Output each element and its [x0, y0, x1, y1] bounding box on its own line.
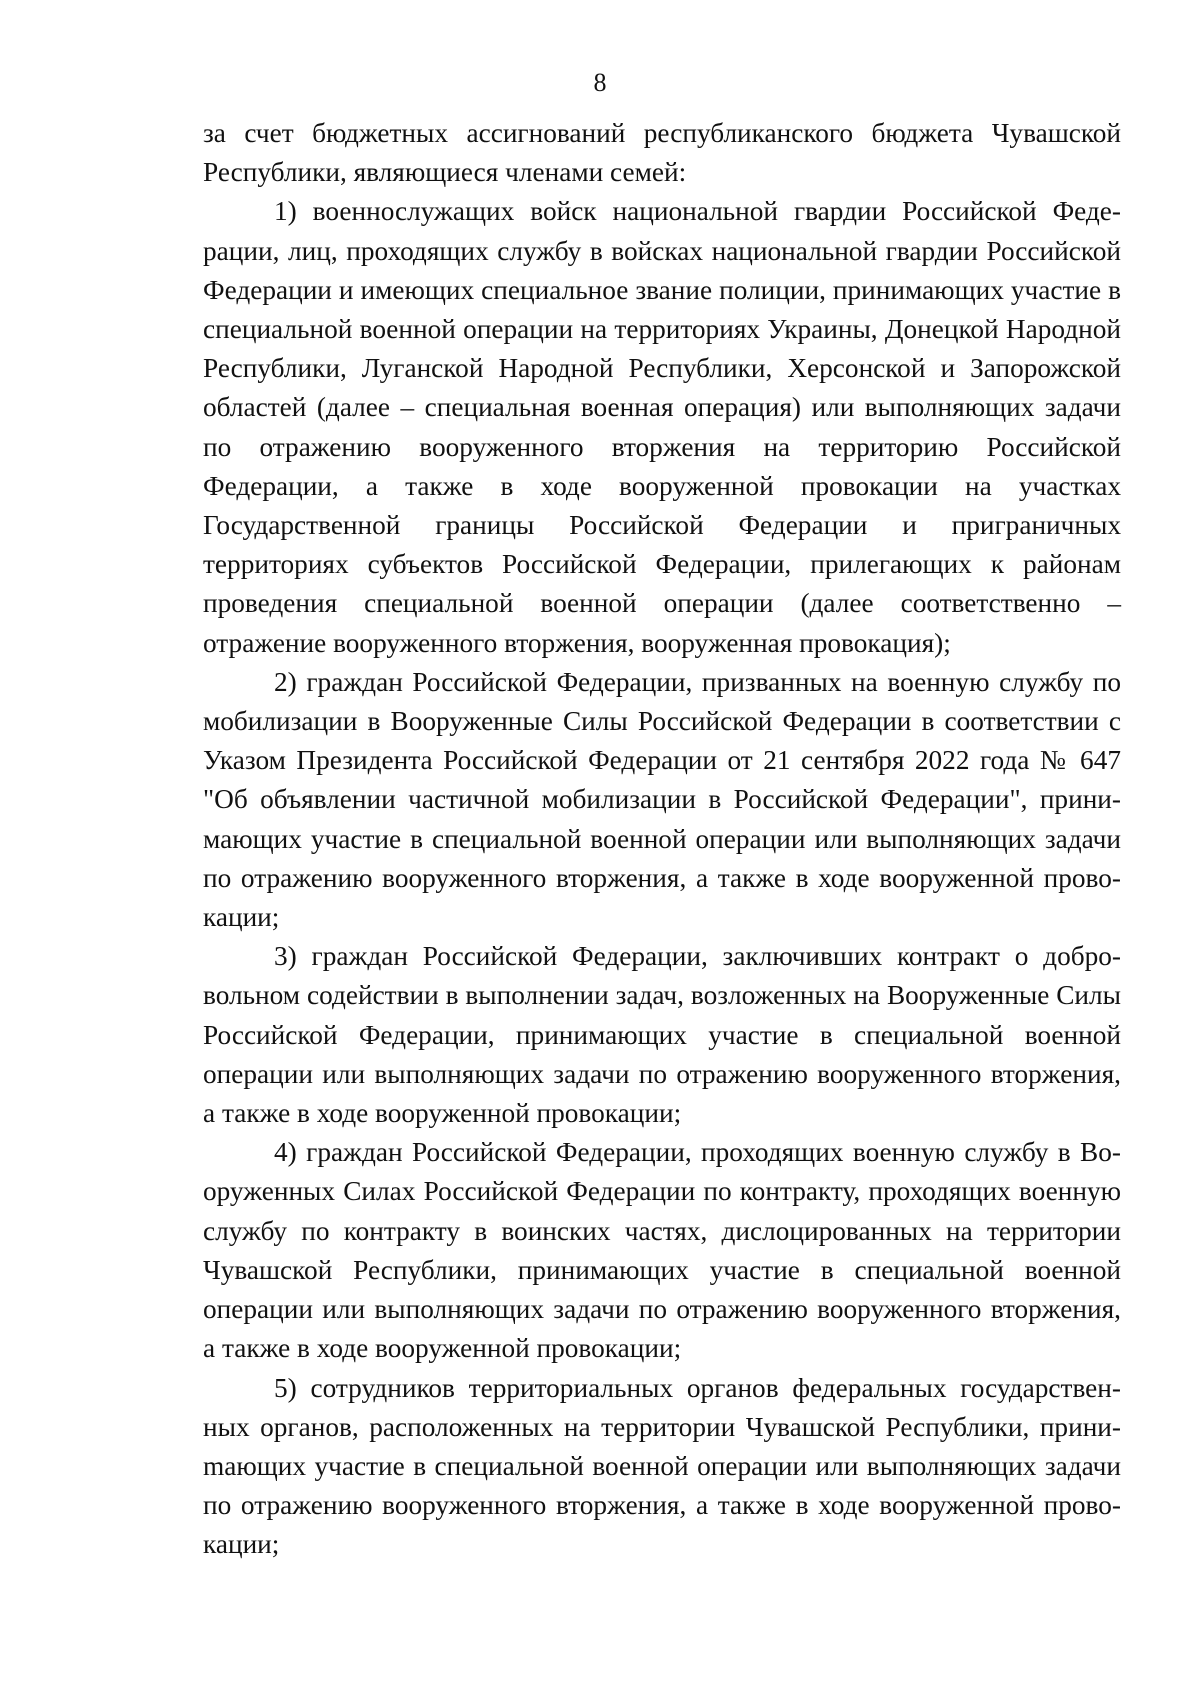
page-number: 8	[593, 68, 607, 97]
document-body	[203, 114, 1121, 1565]
list-item-2: 2) граждан Российской Федерации, призванных на военную службу по мобилизации в Вооруженные Силы Российской Федерации в соответствии с Указом Президента Российской Федерации от 21 сентября 2022 года № 647 "Об объявлении частичной мобилизации в Российской Федерации", принимающих участие в специальной военной операции или выполняющих задачи по отражению вооруженного вторжения, а также в ходе вооруженной провокации;	[203, 666, 1121, 933]
paragraph-intro: за счет бюджетных ассигнований республиканского бюджета Чувашской Республики, являющиеся членами семей:	[203, 118, 1121, 188]
list-item-5: 5) сотрудников территориальных органов федеральных государственных органов, расположенных на территории Чувашской Республики, приниmающих участие в специальной военной операции или выполняющих задачи по отражению вооруженного вторжения, а также в ходе вооруженной провокации;	[203, 1372, 1121, 1560]
list-item-1: 1) военнослужащих войск национальной гвардии Российской Федерации, лиц, проходящих службу в войсках национальной гвардии Российской Федерации и имеющих специальное звание полиции, принимающих участие в специальной военной операции на территориях Украины, Донецкой Народной Республики, Луганской Народной Республики, Херсонской и Запорожской областей (далее – специальная военная операция) или выполняющих задачи по отражению вооруженного вторжения на территорию Российской Федерации, а также в ходе вооруженной провокации на участках Государственной границы Российской Федерации и приграничных территориях субъектов Российской Федерации, прилегающих к районам проведения специальной военной операции (далее соответственно – отражение вооруженного вторжения, вооруженная провокация);	[203, 196, 1121, 658]
list-item-3: 3) граждан Российской Федерации, заключивших контракт о добровольном содействии в выполнении задач, возложенных на Вооруженные Силы Российской Федерации, принимающих участие в специальной военной операции или выполняющих задачи по отражению вооруженного вторжения, а также в ходе вооруженной провокации;	[203, 941, 1121, 1129]
list-item-4: 4) граждан Российской Федерации, проходящих военную службу в Вооруженных Силах Российской Федерации по контракту, проходящих военную службу по контракту в воинских частях, дислоцированных на территории Чувашской Республики, принимающих участие в специальной военной операции или выполняющих задачи по отражению вооруженного вторжения, а также в ходе вооруженной провокации;	[203, 1137, 1121, 1364]
